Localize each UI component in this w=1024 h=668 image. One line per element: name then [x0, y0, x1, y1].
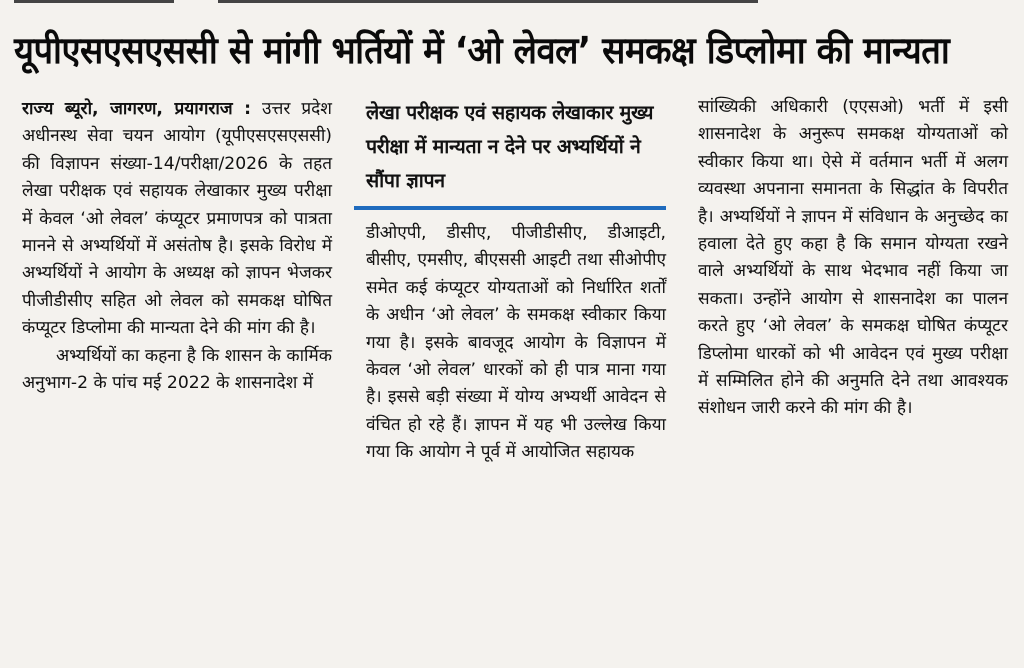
paragraph-1-text: उत्तर प्रदेश अधीनस्थ सेवा चयन आयोग (यूपीएसएसएससी) की विज्ञापन संख्या-14/परीक्षा/2026 के तहत लेखा परीक्षक एवं सहायक लेखाकार मुख्य परीक्षा में केवल ‘ओ लेवल’ कंप्यूटर प्रमाणपत्र को पात्रता मानने से अभ्यर्थियों में असंतोष है। इसके विरोध में अभ्यर्थियों ने आयोग के अध्यक्ष को ज्ञापन भेजकर पीजीडीसीए सहित ओ लेवल को समकक्ष घोषित कंप्यूटर डिप्लोमा की मान्यता देने की मांग की है। — [22, 99, 332, 339]
headline: यूपीएसएसएससी से मांगी भर्तियों में ‘ओ लेवल’ समकक्ष डिप्लोमा की मान्यता — [14, 29, 950, 72]
column-1 — [22, 96, 332, 397]
dateline: राज्य ब्यूरो, जागरण, प्रयागराज : — [22, 99, 252, 119]
column-2 — [366, 96, 666, 467]
column-3 — [698, 94, 1008, 423]
subheadline: लेखा परीक्षक एवं सहायक लेखाकार मुख्य परीक्षा में मान्यता न देने पर अभ्यर्थियों ने सौंपा ज्ञापन — [366, 101, 654, 192]
paragraph-2: अभ्यर्थियों का कहना है कि शासन के कार्मिक अनुभाग-2 के पांच मई 2022 के शासनादेश में — [22, 345, 332, 394]
paragraph-1 — [22, 96, 332, 343]
subheadline-rule — [354, 206, 666, 210]
column-2-text: डीओएपी, डीसीए, पीजीडीसीए, डीआइटी, बीसीए, एमसीए, बीएससी आइटी तथा सीओपीए समेत कई कंप्यूटर योग्यताओं को निर्धारित शर्तों के अधीन ‘ओ लेवल’ के समकक्ष स्वीकार किया गया है। इसके बावजूद आयोग के विज्ञापन में केवल ‘ओ लेवल’ धारकों को ही पात्र माना गया है। इससे बड़ी संख्या में योग्य अभ्यर्थी आवेदन से वंचित हो रहे हैं। ज्ञापन में यह भी उल्लेख किया गया कि आयोग ने पूर्व में आयोजित सहायक — [366, 223, 666, 463]
top-rule — [218, 0, 758, 3]
top-rule-left — [14, 0, 174, 3]
column-3-text: सांख्यिकी अधिकारी (एएसओ) भर्ती में इसी शासनादेश के अनुरूप समकक्ष योग्यताओं को स्वीकार किया था। ऐसे में वर्तमान भर्ती में अलग व्यवस्था अपनाना समानता के सिद्धांत के विपरीत है। अभ्यर्थियों ने ज्ञापन में संविधान के अनुच्छेद का हवाला देते हुए कहा है कि समान योग्यता रखने वाले अभ्यर्थियों के साथ भेदभाव नहीं किया जा सकता। उन्होंने आयोग से शासनादेश का पालन करते हुए ‘ओ लेवल’ के समकक्ष घोषित कंप्यूटर डिप्लोमा धारकों को भी आवेदन एवं मुख्य परीक्षा में सम्मिलित होने की अनुमति देने तथा आवश्यक संशोधन जारी करने की मांग की है। — [698, 97, 1008, 419]
